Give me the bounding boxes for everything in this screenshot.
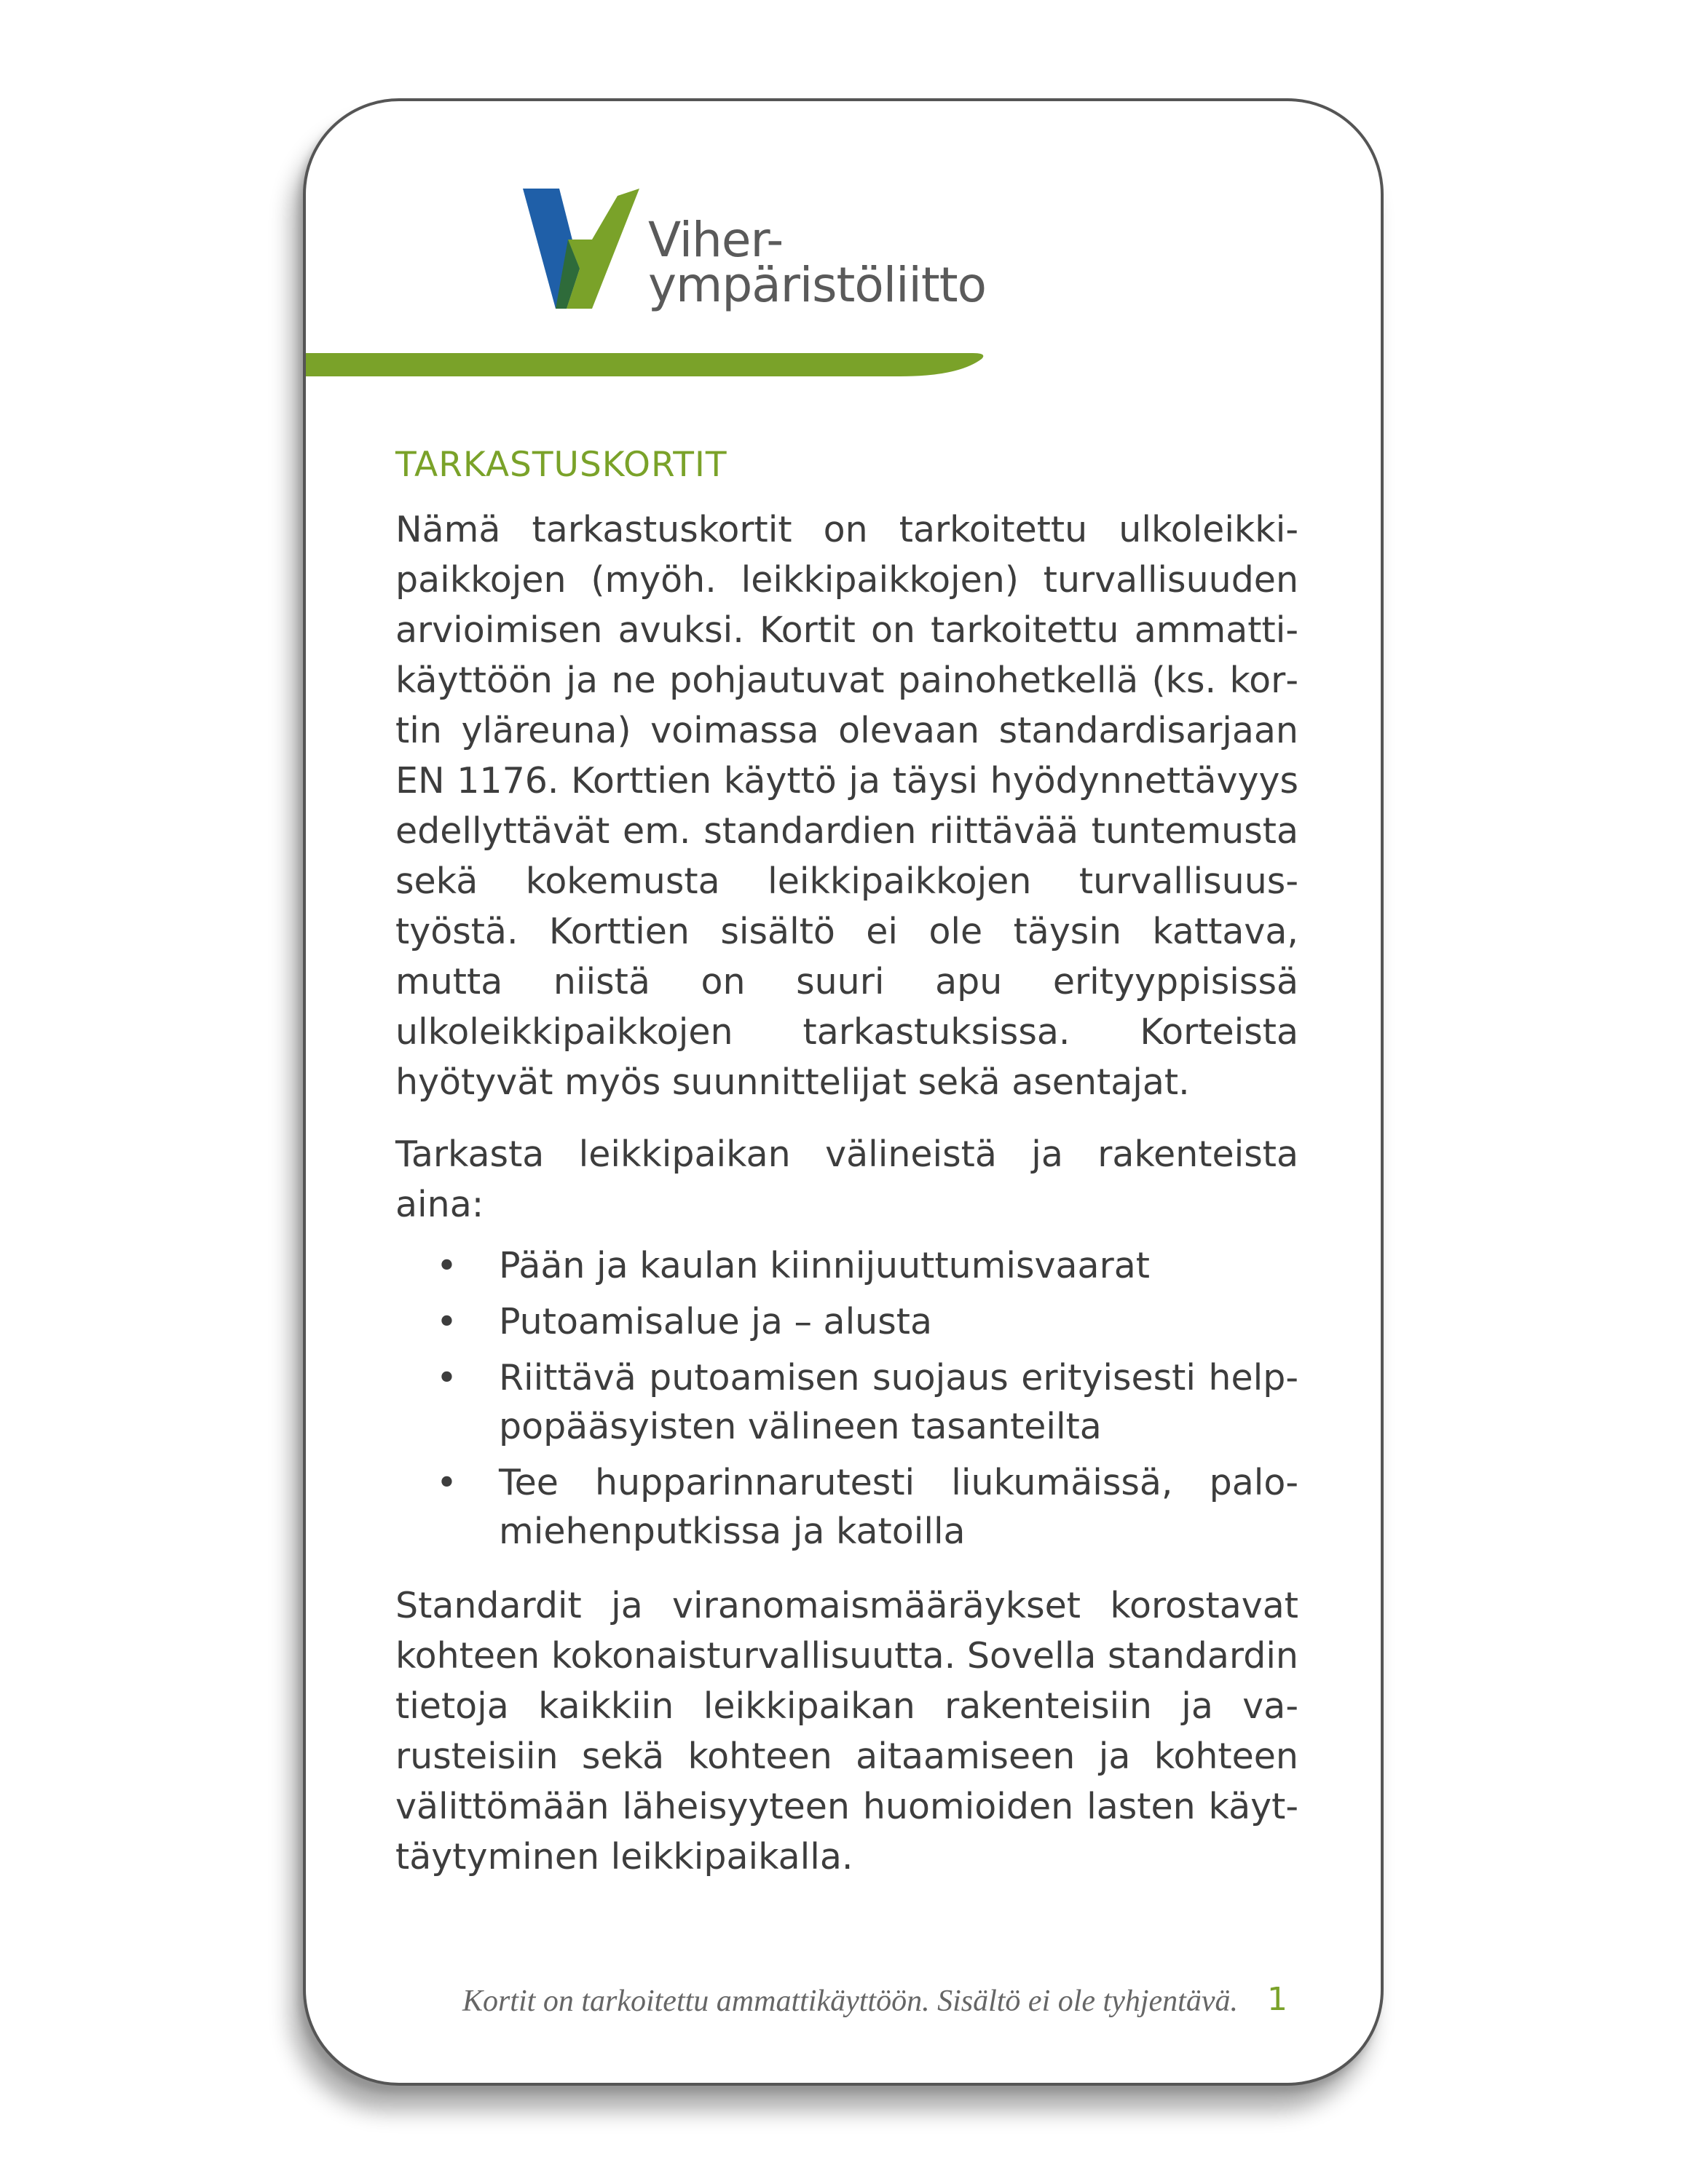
checklist-intro: Tarkasta leikkipaikan välineistä ja rakenteista aina:	[395, 1133, 1298, 1225]
bullet-icon: •	[436, 1301, 457, 1342]
header-green-band	[303, 347, 987, 378]
list-item-text: Putoamisalue ja – alusta	[499, 1301, 933, 1342]
list-item	[395, 1297, 1298, 1346]
list-item	[395, 1241, 1298, 1290]
inspection-card	[303, 98, 1384, 2086]
intro-paragraph: Nämä tarkastuskortit on tarkoitettu ulkoleikkipaikkojen (myöh. leikkipaikkojen) turvallisuuden arvioimisen avuksi. Kortit on tarkoitettu ammattikäyttöön ja ne pohjautuvat painohetkellä (ks. kortin yläreuna) voimassa olevaan standardisarjaan EN 1176. Korttien käyttö ja täysi hyödynnettävyys edellyttävät em. standardien riittävää tuntemusta sekä kokemusta leikkipaikkojen turvallisuustyöstä. Korttien sisältö ei ole täysin kattava, mutta niistä on suuri apu erityyppisissä ulkoleikkipaikkojen tarkastuksissa. Korteista hyötyvät myös suunnittelijat sekä asentajat.	[395, 509, 1298, 1103]
logo-wordmark	[648, 212, 986, 313]
list-item	[395, 1458, 1298, 1556]
list-item-text: Tee hupparinnarutesti liukumäissä, palomiehenputkissa ja katoilla	[499, 1462, 1298, 1552]
list-item-text: Pään ja kaulan kiinnijuuttumisvaarat	[499, 1245, 1150, 1286]
card-content	[395, 436, 1298, 1904]
list-item	[395, 1353, 1298, 1451]
viherymparistoliitto-logo-icon	[523, 189, 639, 309]
logo-line-2: ympäristöliitto	[648, 257, 986, 313]
footer-note-text: Kortit on tarkoitettu ammattikäyttöön. Sisältö ei ole tyhjentävä.	[462, 1985, 1238, 2018]
bullet-icon: •	[436, 1462, 457, 1503]
card-heading: TARKASTUSKORTIT	[395, 445, 727, 485]
closing-paragraph: Standardit ja viranomaismääräykset korostavat kohteen kokonaisturvallisuutta. Sovella standardin tietoja kaikkiin leikkipaikan rakenteisiin ja varusteisiin sekä kohteen aitaamiseen ja kohteen välittömään läheisyyteen huomioiden lasten käyttäytyminen leikkipaikalla.	[395, 1585, 1298, 1878]
checklist	[395, 1241, 1298, 1556]
bullet-icon: •	[436, 1357, 457, 1398]
page-number: 1	[1267, 1981, 1287, 2018]
bullet-icon: •	[436, 1245, 457, 1286]
footer-note	[306, 1979, 1238, 2023]
logo-line-1: Viher-	[648, 212, 784, 268]
list-item-text: Riittävä putoamisen suojaus erityisesti helppopääsyisten välineen tasanteilta	[499, 1357, 1298, 1447]
